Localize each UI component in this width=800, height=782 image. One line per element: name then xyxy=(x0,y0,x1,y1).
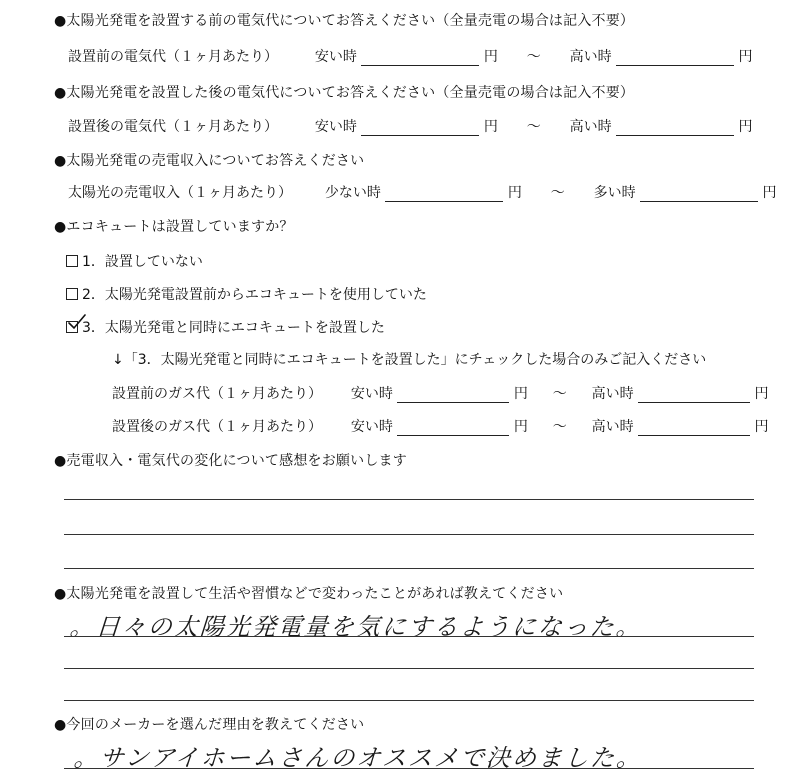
yen-label: 円 xyxy=(762,185,777,201)
yen-label: 円 xyxy=(483,49,498,65)
question-4-title: ●エコキュートは設置していますか？ xyxy=(54,219,294,235)
handwritten-answer-6: 。日々の太陽光発電量を気にするようになった。 xyxy=(68,613,643,641)
high-label: 高い時 xyxy=(591,419,634,435)
tilde: ～ xyxy=(552,419,567,435)
low-label: 安い時 xyxy=(350,419,393,435)
option-label: 2．太陽光発電設置前からエコキュートを使用していた xyxy=(82,287,427,303)
question-2-title: ●太陽光発電を設置した後の電気代についてお答えください（全量売電の場合は記入不要） xyxy=(54,85,635,101)
checkbox-3[interactable] xyxy=(66,321,78,333)
high-amount-field[interactable] xyxy=(616,49,734,66)
question-1-row xyxy=(68,46,753,66)
yen-label: 円 xyxy=(507,185,522,201)
question-5-title: ●売電収入・電気代の変化について感想をお願いします xyxy=(54,453,407,469)
low-label: 安い時 xyxy=(314,49,357,65)
gas-before-row xyxy=(112,383,769,403)
high-amount-field[interactable] xyxy=(638,386,750,403)
checkbox-1[interactable] xyxy=(66,255,78,267)
low-amount-field[interactable] xyxy=(397,419,509,436)
high-label: 多い時 xyxy=(593,185,636,201)
tilde: ～ xyxy=(550,185,565,201)
option-label: 1．設置していない xyxy=(82,254,203,270)
yen-label: 円 xyxy=(513,419,528,435)
answer-line[interactable] xyxy=(64,768,754,769)
low-amount-field[interactable] xyxy=(397,386,509,403)
checkbox-2[interactable] xyxy=(66,288,78,300)
answer-line[interactable] xyxy=(64,700,754,701)
option-1[interactable] xyxy=(66,251,203,271)
answer-line[interactable] xyxy=(64,499,754,500)
tilde: ～ xyxy=(526,49,541,65)
row-label: 設置前の電気代（１ヶ月あたり） xyxy=(68,49,278,65)
yen-label: 円 xyxy=(754,419,769,435)
low-label: 少ない時 xyxy=(324,185,381,201)
high-label: 高い時 xyxy=(591,386,634,402)
question-7-title: ●今回のメーカーを選んだ理由を教えてください xyxy=(54,717,365,733)
question-3-title: ●太陽光発電の売電収入についてお答えください xyxy=(54,153,365,169)
handwritten-answer-7: 。サンアイホームさんのオススメで決めました。 xyxy=(72,744,644,772)
high-amount-field[interactable] xyxy=(638,419,750,436)
yen-label: 円 xyxy=(513,386,528,402)
yen-label: 円 xyxy=(738,49,753,65)
instruction-note: ↓「3．太陽光発電と同時にエコキュートを設置した」にチェックした場合のみご記入ください xyxy=(112,352,707,368)
row-label: 設置前のガス代（１ヶ月あたり） xyxy=(112,386,322,402)
option-label: 3．太陽光発電と同時にエコキュートを設置した xyxy=(82,320,385,336)
option-3[interactable] xyxy=(66,317,385,337)
question-2-row xyxy=(68,116,753,136)
option-2[interactable] xyxy=(66,284,427,304)
low-amount-field[interactable] xyxy=(361,49,479,66)
low-label: 安い時 xyxy=(314,119,357,135)
low-label: 安い時 xyxy=(350,386,393,402)
question-3-row xyxy=(68,182,777,202)
yen-label: 円 xyxy=(738,119,753,135)
question-6-title: ●太陽光発電を設置して生活や習慣などで変わったことがあれば教えてください xyxy=(54,586,564,602)
tilde: ～ xyxy=(526,119,541,135)
answer-line[interactable] xyxy=(64,668,754,669)
high-amount-field[interactable] xyxy=(640,185,758,202)
high-label: 高い時 xyxy=(569,49,612,65)
yen-label: 円 xyxy=(483,119,498,135)
yen-label: 円 xyxy=(754,386,769,402)
row-label: 設置後のガス代（１ヶ月あたり） xyxy=(112,419,322,435)
answer-line[interactable] xyxy=(64,636,754,637)
row-label: 設置後の電気代（１ヶ月あたり） xyxy=(68,119,278,135)
question-1-title: ●太陽光発電を設置する前の電気代についてお答えください（全量売電の場合は記入不要） xyxy=(54,13,635,29)
high-label: 高い時 xyxy=(569,119,612,135)
high-amount-field[interactable] xyxy=(616,119,734,136)
low-amount-field[interactable] xyxy=(361,119,479,136)
tilde: ～ xyxy=(552,386,567,402)
answer-line[interactable] xyxy=(64,534,754,535)
answer-line[interactable] xyxy=(64,568,754,569)
low-amount-field[interactable] xyxy=(385,185,503,202)
checkmark-icon xyxy=(68,314,86,330)
row-label: 太陽光の売電収入（１ヶ月あたり） xyxy=(68,185,292,201)
gas-after-row xyxy=(112,416,769,436)
